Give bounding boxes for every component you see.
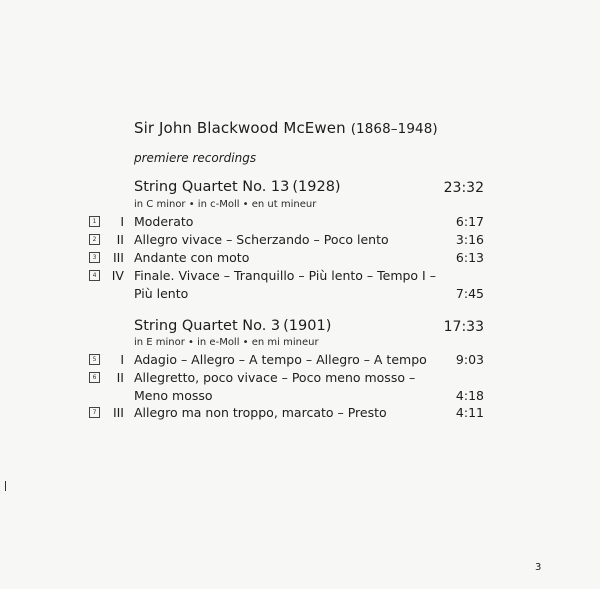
movement-numeral: I bbox=[120, 214, 124, 229]
work-key: in E minor • in e-Moll • en mi mineur bbox=[134, 337, 319, 348]
movement-numeral: I bbox=[120, 352, 124, 367]
track-number: 2 bbox=[89, 234, 100, 245]
track-row bbox=[0, 405, 600, 423]
track-row bbox=[0, 370, 600, 388]
movement-title: Allegro vivace – Scherzando – Poco lento bbox=[134, 232, 389, 247]
composer-dates: (1868–1948) bbox=[350, 121, 438, 137]
movement-duration: 6:17 bbox=[455, 214, 484, 229]
work-year: (1901) bbox=[283, 318, 332, 334]
work-duration: 17:33 bbox=[443, 319, 484, 335]
movement-title: Finale. Vivace – Tranquillo – Più lento – Tempo I – bbox=[134, 268, 436, 283]
movement-title: Andante con moto bbox=[134, 250, 250, 265]
track-row bbox=[0, 214, 600, 232]
composer-heading bbox=[134, 119, 438, 137]
work-title bbox=[134, 318, 331, 334]
movement-duration: 4:11 bbox=[455, 405, 484, 420]
track-row bbox=[0, 268, 600, 286]
work-key: in C minor • in c-Moll • en ut mineur bbox=[134, 199, 317, 210]
movement-title: Allegretto, poco vivace – Poco meno mosso – bbox=[134, 370, 416, 385]
track-row bbox=[0, 352, 600, 370]
composer-name: Sir John Blackwood McEwen bbox=[134, 119, 346, 137]
movement-title: Moderato bbox=[134, 214, 194, 229]
movement-duration: 9:03 bbox=[455, 352, 484, 367]
movement-title-continued: Meno mosso bbox=[134, 388, 213, 403]
movement-duration: 3:16 bbox=[455, 232, 484, 247]
work-title-text: String Quartet No. 3 bbox=[134, 318, 281, 334]
work-year: (1928) bbox=[292, 179, 341, 195]
movement-numeral: II bbox=[116, 370, 124, 385]
track-number: 3 bbox=[89, 252, 100, 263]
work-duration: 23:32 bbox=[443, 180, 484, 196]
subtitle: premiere recordings bbox=[134, 151, 257, 165]
work-title-text: String Quartet No. 13 bbox=[134, 179, 290, 195]
track-row bbox=[0, 232, 600, 250]
track-row-continued bbox=[0, 286, 600, 304]
track-number: 7 bbox=[89, 407, 100, 418]
track-row bbox=[0, 250, 600, 268]
movement-title: Adagio – Allegro – A tempo – Allegro – A tempo bbox=[134, 352, 427, 367]
edge-mark bbox=[5, 481, 6, 491]
page-number: 3 bbox=[535, 562, 542, 573]
track-number: 1 bbox=[89, 216, 100, 227]
track-number: 4 bbox=[89, 270, 100, 281]
movement-title-continued: Più lento bbox=[134, 286, 189, 301]
movement-numeral: IV bbox=[111, 268, 124, 283]
movement-numeral: III bbox=[112, 250, 124, 265]
movement-duration: 6:13 bbox=[455, 250, 484, 265]
movement-duration: 4:18 bbox=[455, 388, 484, 403]
track-number: 6 bbox=[89, 372, 100, 383]
track-row-continued bbox=[0, 388, 600, 406]
movement-duration: 7:45 bbox=[455, 286, 484, 301]
work-title bbox=[134, 179, 341, 195]
movement-numeral: II bbox=[116, 232, 124, 247]
track-number: 5 bbox=[89, 354, 100, 365]
movement-title: Allegro ma non troppo, marcato – Presto bbox=[134, 405, 387, 420]
movement-numeral: III bbox=[112, 405, 124, 420]
